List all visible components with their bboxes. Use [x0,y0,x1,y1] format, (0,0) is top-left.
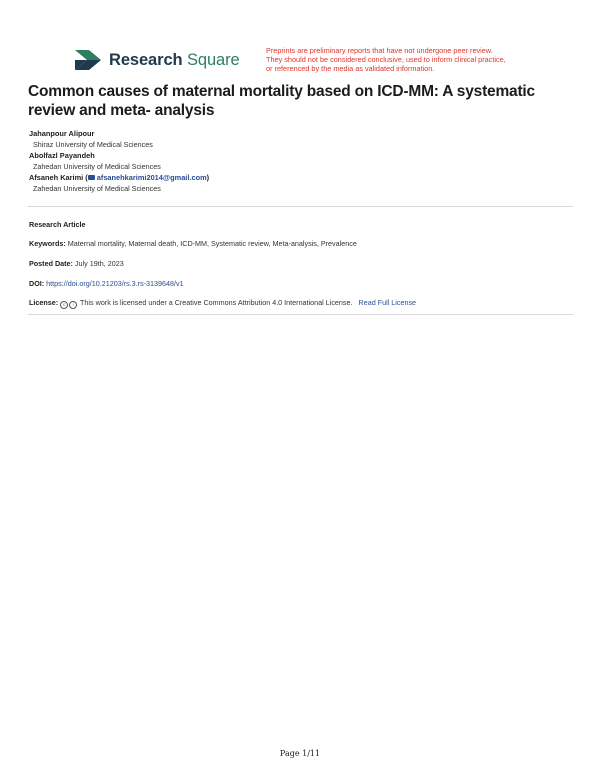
author-list [29,128,569,194]
research-square-logo-icon [73,48,103,72]
article-title: Common causes of maternal mortality based on ICD-MM: A systematic review and meta- analysis [28,83,535,119]
logo-word-research: Research [109,50,183,69]
research-square-logo [73,48,240,72]
posted-date-value: July 19th, 2023 [74,259,124,268]
author-name: Abolfazl Payandeh [29,151,95,160]
disclaimer-line: or referenced by the media as validated information. [266,64,435,74]
logo-wordmark [109,51,240,70]
author-affiliation: Zahedan University of Medical Sciences [33,184,161,193]
page-number: Page 1/11 [279,749,321,758]
doi-link[interactable]: https://doi.org/10.21203/rs.3.rs-3139648/v1 [46,279,184,288]
keywords-row [29,239,357,248]
doi-label: DOI: [29,279,45,288]
disclaimer-line: They should not be considered conclusive, used to inform clinical practice, [266,55,506,65]
read-full-license-link[interactable]: Read Full License [358,298,417,307]
logo-word-square: Square [186,50,240,69]
posted-date-row [29,259,124,268]
article-type-label: Research Article [29,220,86,229]
doi-row [29,279,184,288]
keywords-label: Keywords: [29,239,66,248]
mail-icon [88,175,95,180]
email-paren-close: ) [206,173,210,182]
divider [28,206,573,207]
author-email-link[interactable]: afsanehkarimi2014@gmail.com [96,173,207,182]
license-label: License: [29,298,59,307]
email-paren-open: ( [85,173,88,182]
disclaimer-line: Preprints are preliminary reports that have not undergone peer review. [266,46,493,55]
author-name: Jahanpour Alipour [29,129,95,138]
corresponding-author [29,172,569,183]
cc-icon: c [60,301,68,309]
preprint-disclaimer [266,46,546,74]
license-text: This work is licensed under a Creative Commons Attribution 4.0 International License. [80,298,353,307]
license-row [29,298,416,309]
keywords-value: Maternal mortality, Maternal death, ICD-MM, Systematic review, Meta-analysis, Prevalence [67,239,357,248]
author-affiliation: Zahedan University of Medical Sciences [33,162,161,171]
author-affiliation: Shiraz University of Medical Sciences [33,140,153,149]
divider [28,314,573,315]
article-type [29,220,85,229]
author-name: Afsaneh Karimi [29,173,84,182]
posted-date-label: Posted Date: [29,259,73,268]
by-icon: i [69,301,77,309]
